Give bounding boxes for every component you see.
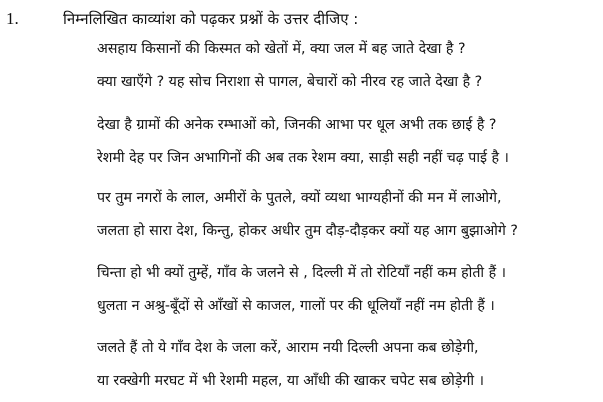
poem-line: क्या खाएँगे ? यह सोच निराशा से पागल, बेचारों को नीरव रह जाते देखा है ?: [97, 74, 483, 90]
poem-line: पर तुम नगरों के लाल, अमीरों के पुतले, क्यों व्यथा भाग्यहीनों की मन में लाओगे,: [97, 190, 502, 206]
poem-line: देखा है ग्रामों की अनेक रम्भाओं को, जिनकी आभा पर धूल अभी तक छाई है ?: [97, 117, 497, 133]
poem-line: असहाय किसानों की किस्मत को खेतों में, क्या जल में बह जाते देखा है ?: [97, 41, 466, 57]
stanza-1: [97, 38, 597, 93]
poem-line: या रक्खेगी मरघट में भी रेशमी महल, या आँधी की खाकर चपेट सब छोड़ेगी ।: [97, 373, 484, 389]
poem-line: जलते हैं तो ये गाँव देश के जला करें, आराम नयी दिल्ली अपना कब छोड़ेगी,: [97, 340, 479, 356]
stanza-3: [97, 187, 597, 242]
poem-line: धुलता न अश्रु-बूँदों से आँखों से काजल, गालों पर की धूलियाँ नहीं नम होती हैं ।: [97, 298, 495, 314]
stanza-2: [97, 114, 597, 169]
question-number: 1.: [6, 9, 19, 28]
stanza-5: [97, 337, 597, 392]
question-instruction: निम्नलिखित काव्यांश को पढ़कर प्रश्नों के उत्तर दीजिए :: [63, 10, 359, 28]
poem-line: चिन्ता हो भी क्यों तुम्हें, गाँव के जलने से , दिल्ली में तो रोटियाँ नहीं कम होती हैं ।: [97, 265, 507, 281]
stanza-4: [97, 262, 597, 317]
poem-line: रेशमी देह पर जिन अभागिनों की अब तक रेशम क्या, साड़ी सही नहीं चढ़ पाई है ।: [97, 150, 509, 166]
poem-line: जलता हो सारा देश, किन्तु, होकर अधीर तुम दौड़-दौड़कर क्यों यह आग बुझाओगे ?: [97, 223, 518, 239]
